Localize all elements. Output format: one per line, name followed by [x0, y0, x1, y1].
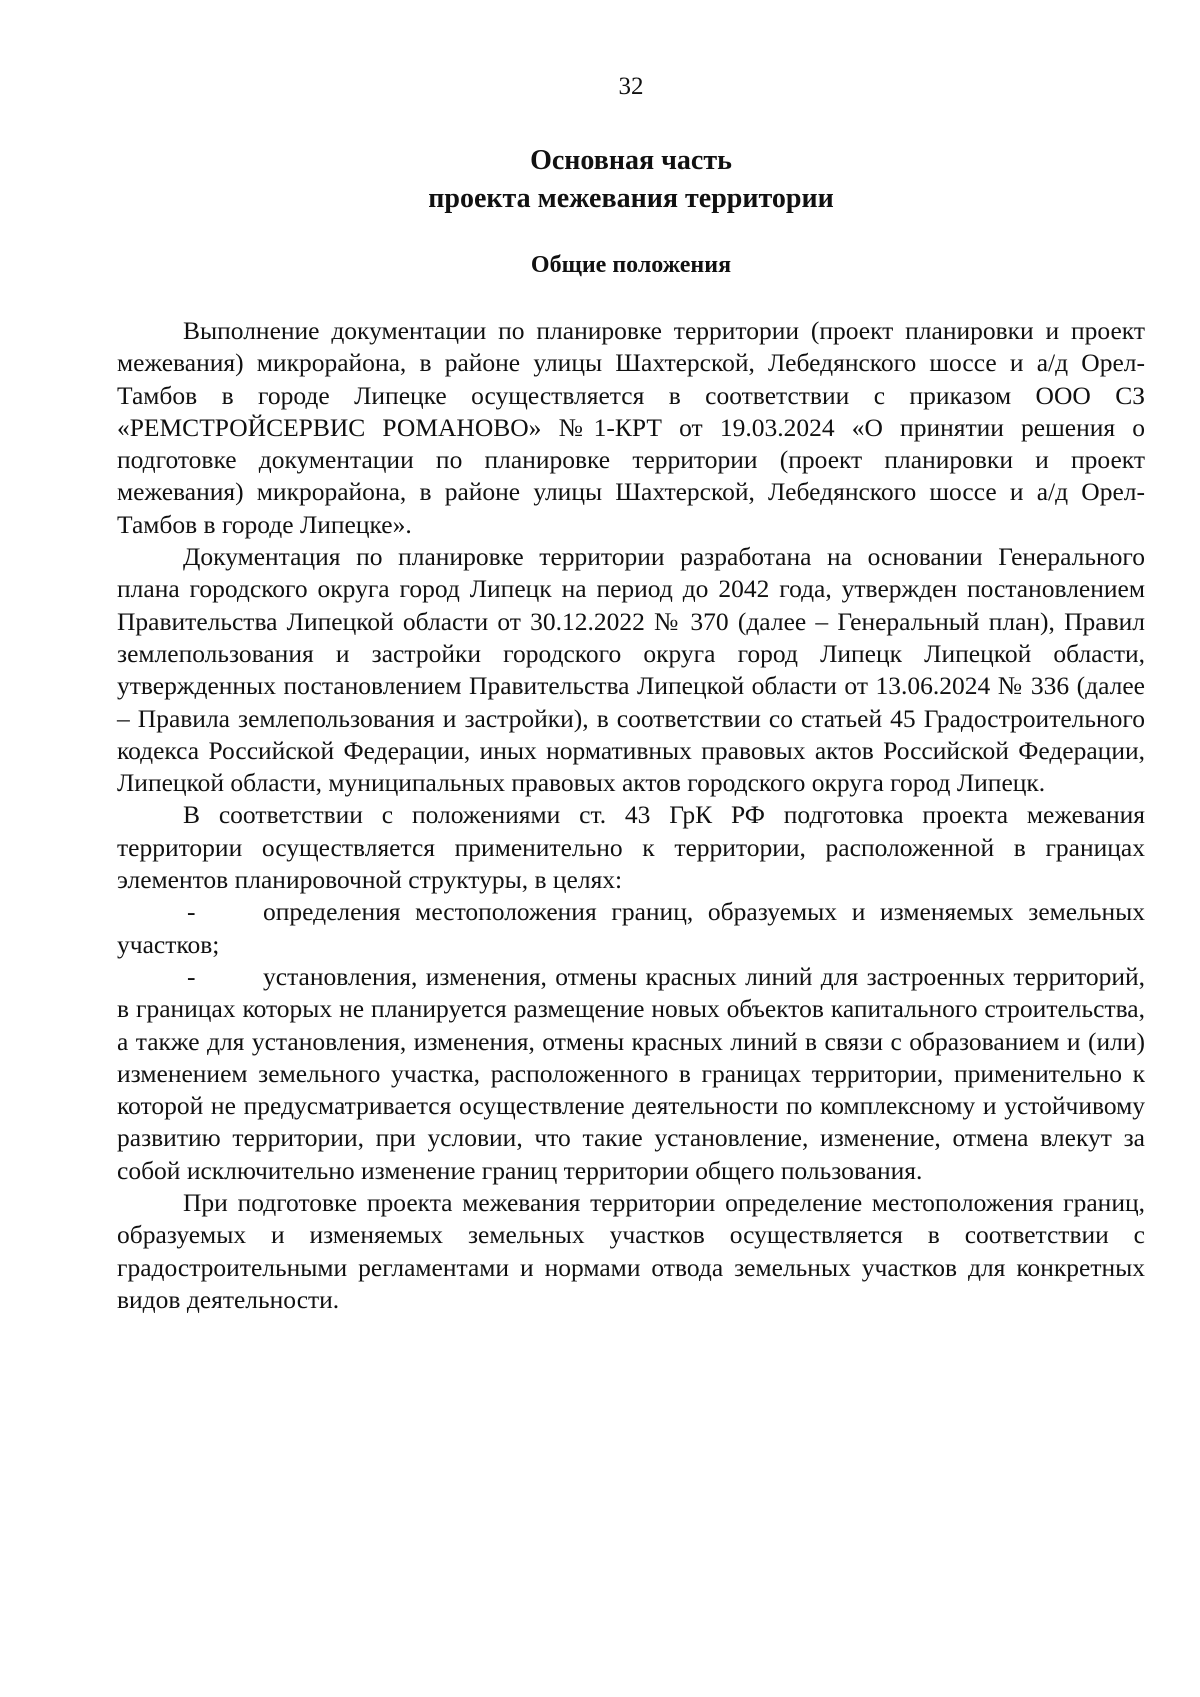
page-title-line-2: проекта межевания территории: [428, 183, 834, 214]
document-body: [117, 315, 1145, 1316]
section-heading: Общие положения: [530, 252, 732, 278]
page-title-line-1: Основная часть: [530, 145, 732, 176]
list-item-marker: -: [187, 961, 196, 991]
list-item: [117, 961, 1145, 1187]
page-number: 32: [618, 73, 644, 100]
paragraph-closing: При подготовке проекта межевания территории определение местоположения границ, образуемых и изменяемых земельных участков осуществляется в соответствии с градостроительными регламентами и нормами отвода земельных участков для конкретных видов деятельности.: [117, 1188, 1145, 1314]
paragraph-documentation: Документация по планировке территории разработана на основании Генерального плана городского округа город Липецк на период до 2042 года, утвержден постановлением Правительства Липецкой области от 30.12.2022 № 370 (далее – Генеральный план), Правил землепользования и застройки городского округа город Липецк Липецкой области, утвержденных постановлением Правительства Липецкой области от 13.06.2024 № 336 (далее – Правила землепользования и застройки), в соответствии со статьей 45 Градостроительного кодекса Российской Федерации, иных нормативных правовых актов Российской Федерации, Липецкой области, муниципальных правовых актов городского округа город Липецк.: [117, 542, 1145, 798]
paragraph-basis: Выполнение документации по планировке территории (проект планировки и проект межевания) микрорайона, в районе улицы Шахтерской, Лебедянского шоссе и а/д Орел-Тамбов в городе Липецке осуществляется в соответствии с приказом ООО СЗ «РЕМСТРОЙСЕРВИС РОМАНОВО» №1-КРТ от 19.03.2024 «О принятии решения о подготовке документации по планировке территории (проект планировки и проект межевания) микрорайона, в районе улицы Шахтерской, Лебедянского шоссе и а/д Орел-Тамбов в городе Липецке».: [117, 316, 1145, 539]
page-title: [0, 142, 1200, 218]
list-item-text: установления, изменения, отмены красных линий для застроенных территорий, в границах которых не планируется размещение новых объектов капитального строительства, а также для установления, изменения, отмены красных линий в связи с образованием и (или) изменением земельного участка, расположенного в границах территории, применительно к которой не предусматривается осуществление деятельности по комплексному и устойчивому развитию территории, при условии, что такие установление, изменение, отмена влекут за собой исключительно изменение границ территории общего пользования.: [117, 961, 1145, 1185]
paragraph-purposes: В соответствии с положениями ст. 43 ГрК РФ подготовка проекта межевания территории осуществляется применительно к территории, расположенной в границах элементов планировочной структуры, в целях:: [117, 800, 1145, 895]
list-item-text: определения местоположения границ, образуемых и изменяемых земельных участков;: [117, 897, 1145, 959]
list-item-marker: -: [187, 897, 196, 927]
list-item: [117, 896, 1145, 961]
